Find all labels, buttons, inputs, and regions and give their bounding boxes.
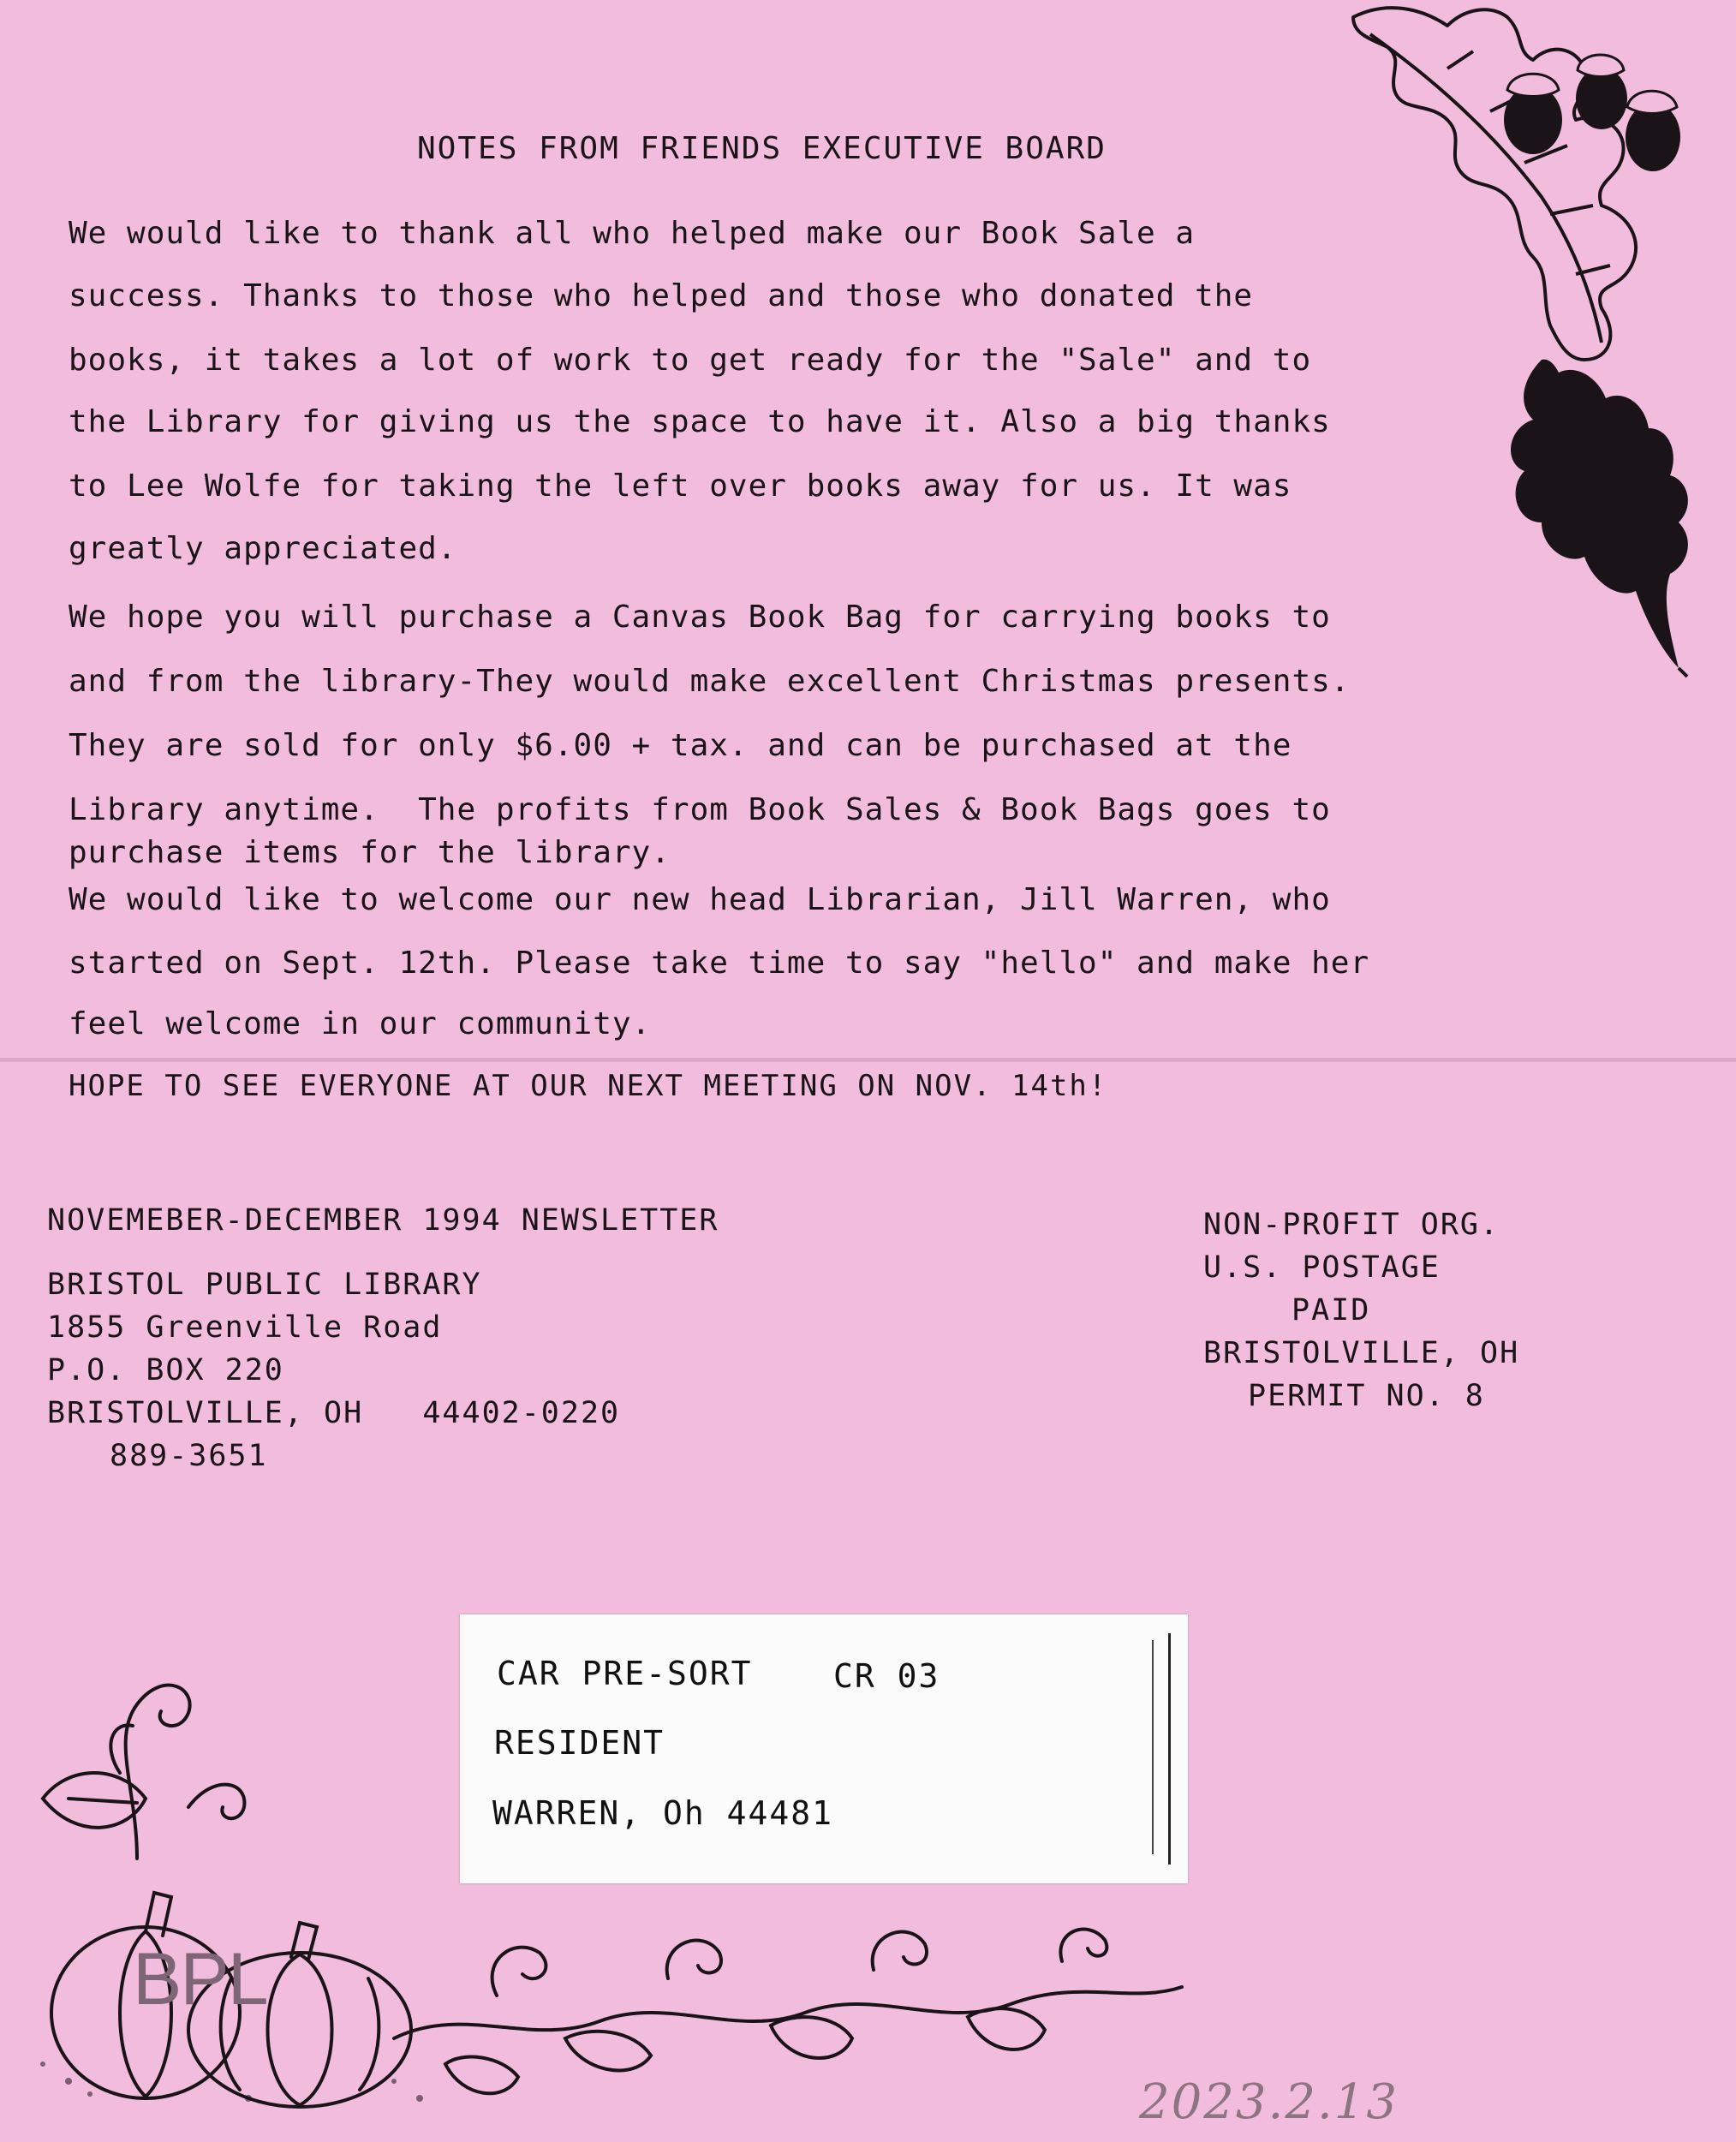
body-line: books, it takes a lot of work to get ready for the "Sale" and to	[69, 343, 1312, 378]
page-title: NOTES FROM FRIENDS EXECUTIVE BOARD	[417, 131, 1107, 166]
library-name: BRISTOL PUBLIC LIBRARY	[47, 1268, 482, 1302]
page-fold-line	[0, 1058, 1736, 1062]
body-line: We would like to thank all who helped make our Book Sale a	[69, 216, 1196, 251]
body-line: started on Sept. 12th. Please take time to say "hello" and make her	[69, 946, 1370, 981]
postage-line: PERMIT NO. 8	[1248, 1379, 1485, 1413]
phone-number: 889-3651	[110, 1439, 268, 1473]
postage-line: NON-PROFIT ORG.	[1203, 1208, 1500, 1242]
handwritten-date: 2023.2.13	[1139, 2074, 1399, 2130]
po-box: P.O. BOX 220	[47, 1353, 284, 1387]
postage-line: U.S. POSTAGE	[1203, 1250, 1441, 1285]
body-line: They are sold for only $6.00 + tax. and can be purchased at the	[69, 728, 1292, 763]
body-line: We hope you will purchase a Canvas Book Bag for carrying books to	[69, 600, 1331, 635]
postage-line: PAID	[1292, 1293, 1371, 1328]
body-line: Library anytime. The profits from Book Sales & Book Bags goes to	[69, 792, 1331, 827]
body-line: the Library for giving us the space to have it. Also a big thanks	[69, 404, 1331, 439]
newsletter-issue: NOVEMEBER-DECEMBER 1994 NEWSLETTER	[47, 1203, 719, 1238]
oak-leaf-acorn-illustration	[1319, 0, 1730, 685]
presort-code: CAR PRE-SORT	[497, 1655, 753, 1692]
body-line: We would like to welcome our new head Librarian, Jill Warren, who	[69, 882, 1331, 917]
body-line: greatly appreciated.	[69, 531, 457, 566]
body-line: feel welcome in our community.	[69, 1006, 652, 1041]
carrier-route: CR 03	[833, 1657, 940, 1695]
pumpkin-vine-illustration	[17, 1636, 1250, 2115]
recipient-name: RESIDENT	[494, 1724, 665, 1762]
recipient-city: WARREN, Oh 44481	[492, 1794, 834, 1832]
library-watermark: BPL	[133, 1938, 267, 2020]
body-line: and from the library-They would make excellent Christmas presents.	[69, 664, 1351, 699]
body-line: success. Thanks to those who helped and those who donated the	[69, 278, 1254, 313]
body-line: purchase items for the library.	[69, 835, 671, 870]
meeting-announcement: HOPE TO SEE EVERYONE AT OUR NEXT MEETING ON NOV. 14th!	[69, 1069, 1108, 1103]
street-address: 1855 Greenville Road	[47, 1310, 443, 1345]
postage-line: BRISTOLVILLE, OH	[1203, 1336, 1520, 1370]
city-state-zip: BRISTOLVILLE, OH 44402-0220	[47, 1396, 621, 1430]
body-line: to Lee Wolfe for taking the left over books away for us. It was	[69, 468, 1292, 504]
